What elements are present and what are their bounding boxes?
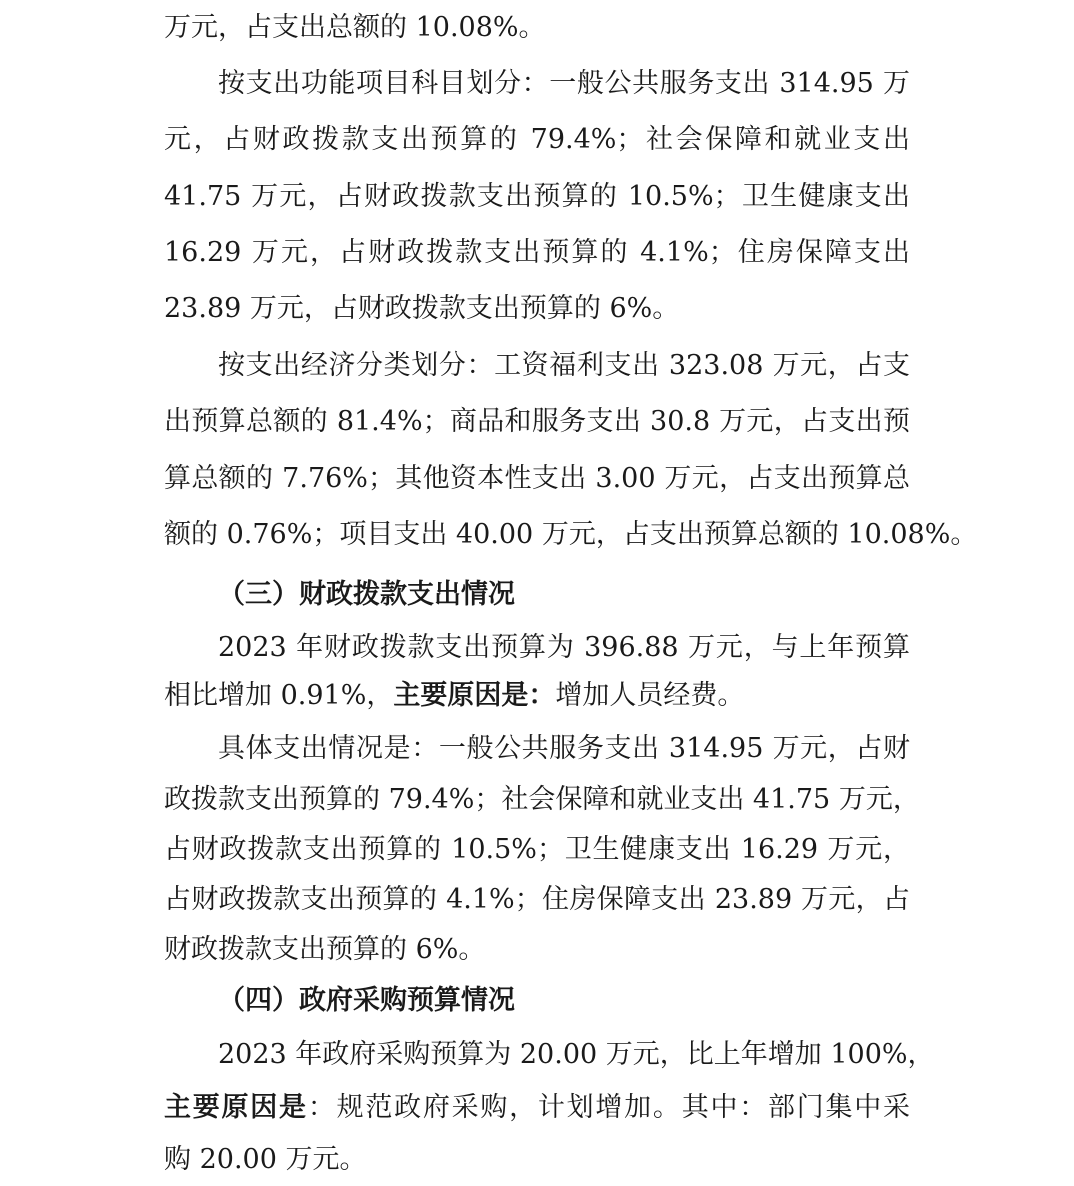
line-text: 按支出功能项目科目划分：一般公共服务支出 314.95 万	[218, 68, 910, 99]
paragraph-line	[164, 177, 910, 217]
line-text: 按支出经济分类划分：工资福利支出 323.08 万元，占支	[218, 350, 910, 381]
paragraph-line	[164, 676, 910, 716]
paragraph-line	[164, 1140, 910, 1180]
paragraph-line	[218, 346, 910, 386]
line-text: 额的 0.76%；项目支出 40.00 万元，占支出预算总额的 10.08%。	[164, 519, 978, 550]
paragraph-line	[164, 1088, 910, 1128]
line-text: 算总额的 7.76%；其他资本性支出 3.00 万元，占支出预算总	[164, 463, 910, 494]
paragraph-line	[164, 515, 978, 555]
paragraph-line	[164, 289, 910, 329]
paragraph-line	[164, 233, 910, 273]
paragraph-line	[164, 120, 910, 160]
line-text: 具体支出情况是：一般公共服务支出 314.95 万元，占财	[218, 733, 910, 764]
line-text: 相比增加 0.91%，	[164, 680, 394, 711]
line-text: 2023 年政府采购预算为 20.00 万元，比上年增加 100%，	[218, 1039, 935, 1070]
section-heading	[218, 575, 910, 615]
line-text: 占财政拨款支出预算的 4.1%；住房保障支出 23.89 万元，占	[164, 884, 910, 915]
line-text: 2023 年财政拨款支出预算为 396.88 万元，与上年预算	[218, 632, 910, 663]
line-text: 万元，占支出总额的 10.08%。	[164, 12, 546, 43]
line-text: 16.29 万元，占财政拨款支出预算的 4.1%；住房保障支出	[164, 237, 910, 268]
line-text: 购 20.00 万元。	[164, 1144, 367, 1175]
line-text: 占财政拨款支出预算的 10.5%；卫生健康支出 16.29 万元，	[164, 834, 910, 865]
paragraph-line	[218, 1035, 935, 1075]
line-text: 政拨款支出预算的 79.4%；社会保障和就业支出 41.75 万元，	[164, 784, 920, 815]
paragraph-line	[164, 8, 910, 48]
heading-text: （四）政府采购预算情况	[218, 985, 515, 1016]
line-text: 元，占财政拨款支出预算的 79.4%；社会保障和就业支出	[164, 124, 910, 155]
section-heading	[218, 981, 910, 1021]
line-text: 出预算总额的 81.4%；商品和服务支出 30.8 万元，占支出预	[164, 406, 910, 437]
emphasis-text: 主要原因是	[164, 1092, 308, 1123]
paragraph-line	[164, 402, 910, 442]
line-text: 23.89 万元，占财政拨款支出预算的 6%。	[164, 293, 680, 324]
paragraph-line	[218, 729, 910, 769]
paragraph-line	[164, 459, 910, 499]
line-text: 财政拨款支出预算的 6%。	[164, 934, 486, 965]
line-text: 41.75 万元，占财政拨款支出预算的 10.5%；卫生健康支出	[164, 181, 910, 212]
paragraph-line	[218, 628, 910, 668]
paragraph-line	[164, 830, 910, 870]
emphasis-text: 主要原因是：	[393, 680, 556, 711]
paragraph-line	[164, 780, 920, 820]
line-text: ：规范政府采购，计划增加。其中：部门集中采	[307, 1092, 911, 1123]
paragraph-line	[164, 880, 910, 920]
paragraph-line	[164, 930, 910, 970]
line-text: 增加人员经费。	[555, 680, 745, 711]
paragraph-line	[218, 64, 910, 104]
heading-text: （三）财政拨款支出情况	[218, 579, 515, 610]
